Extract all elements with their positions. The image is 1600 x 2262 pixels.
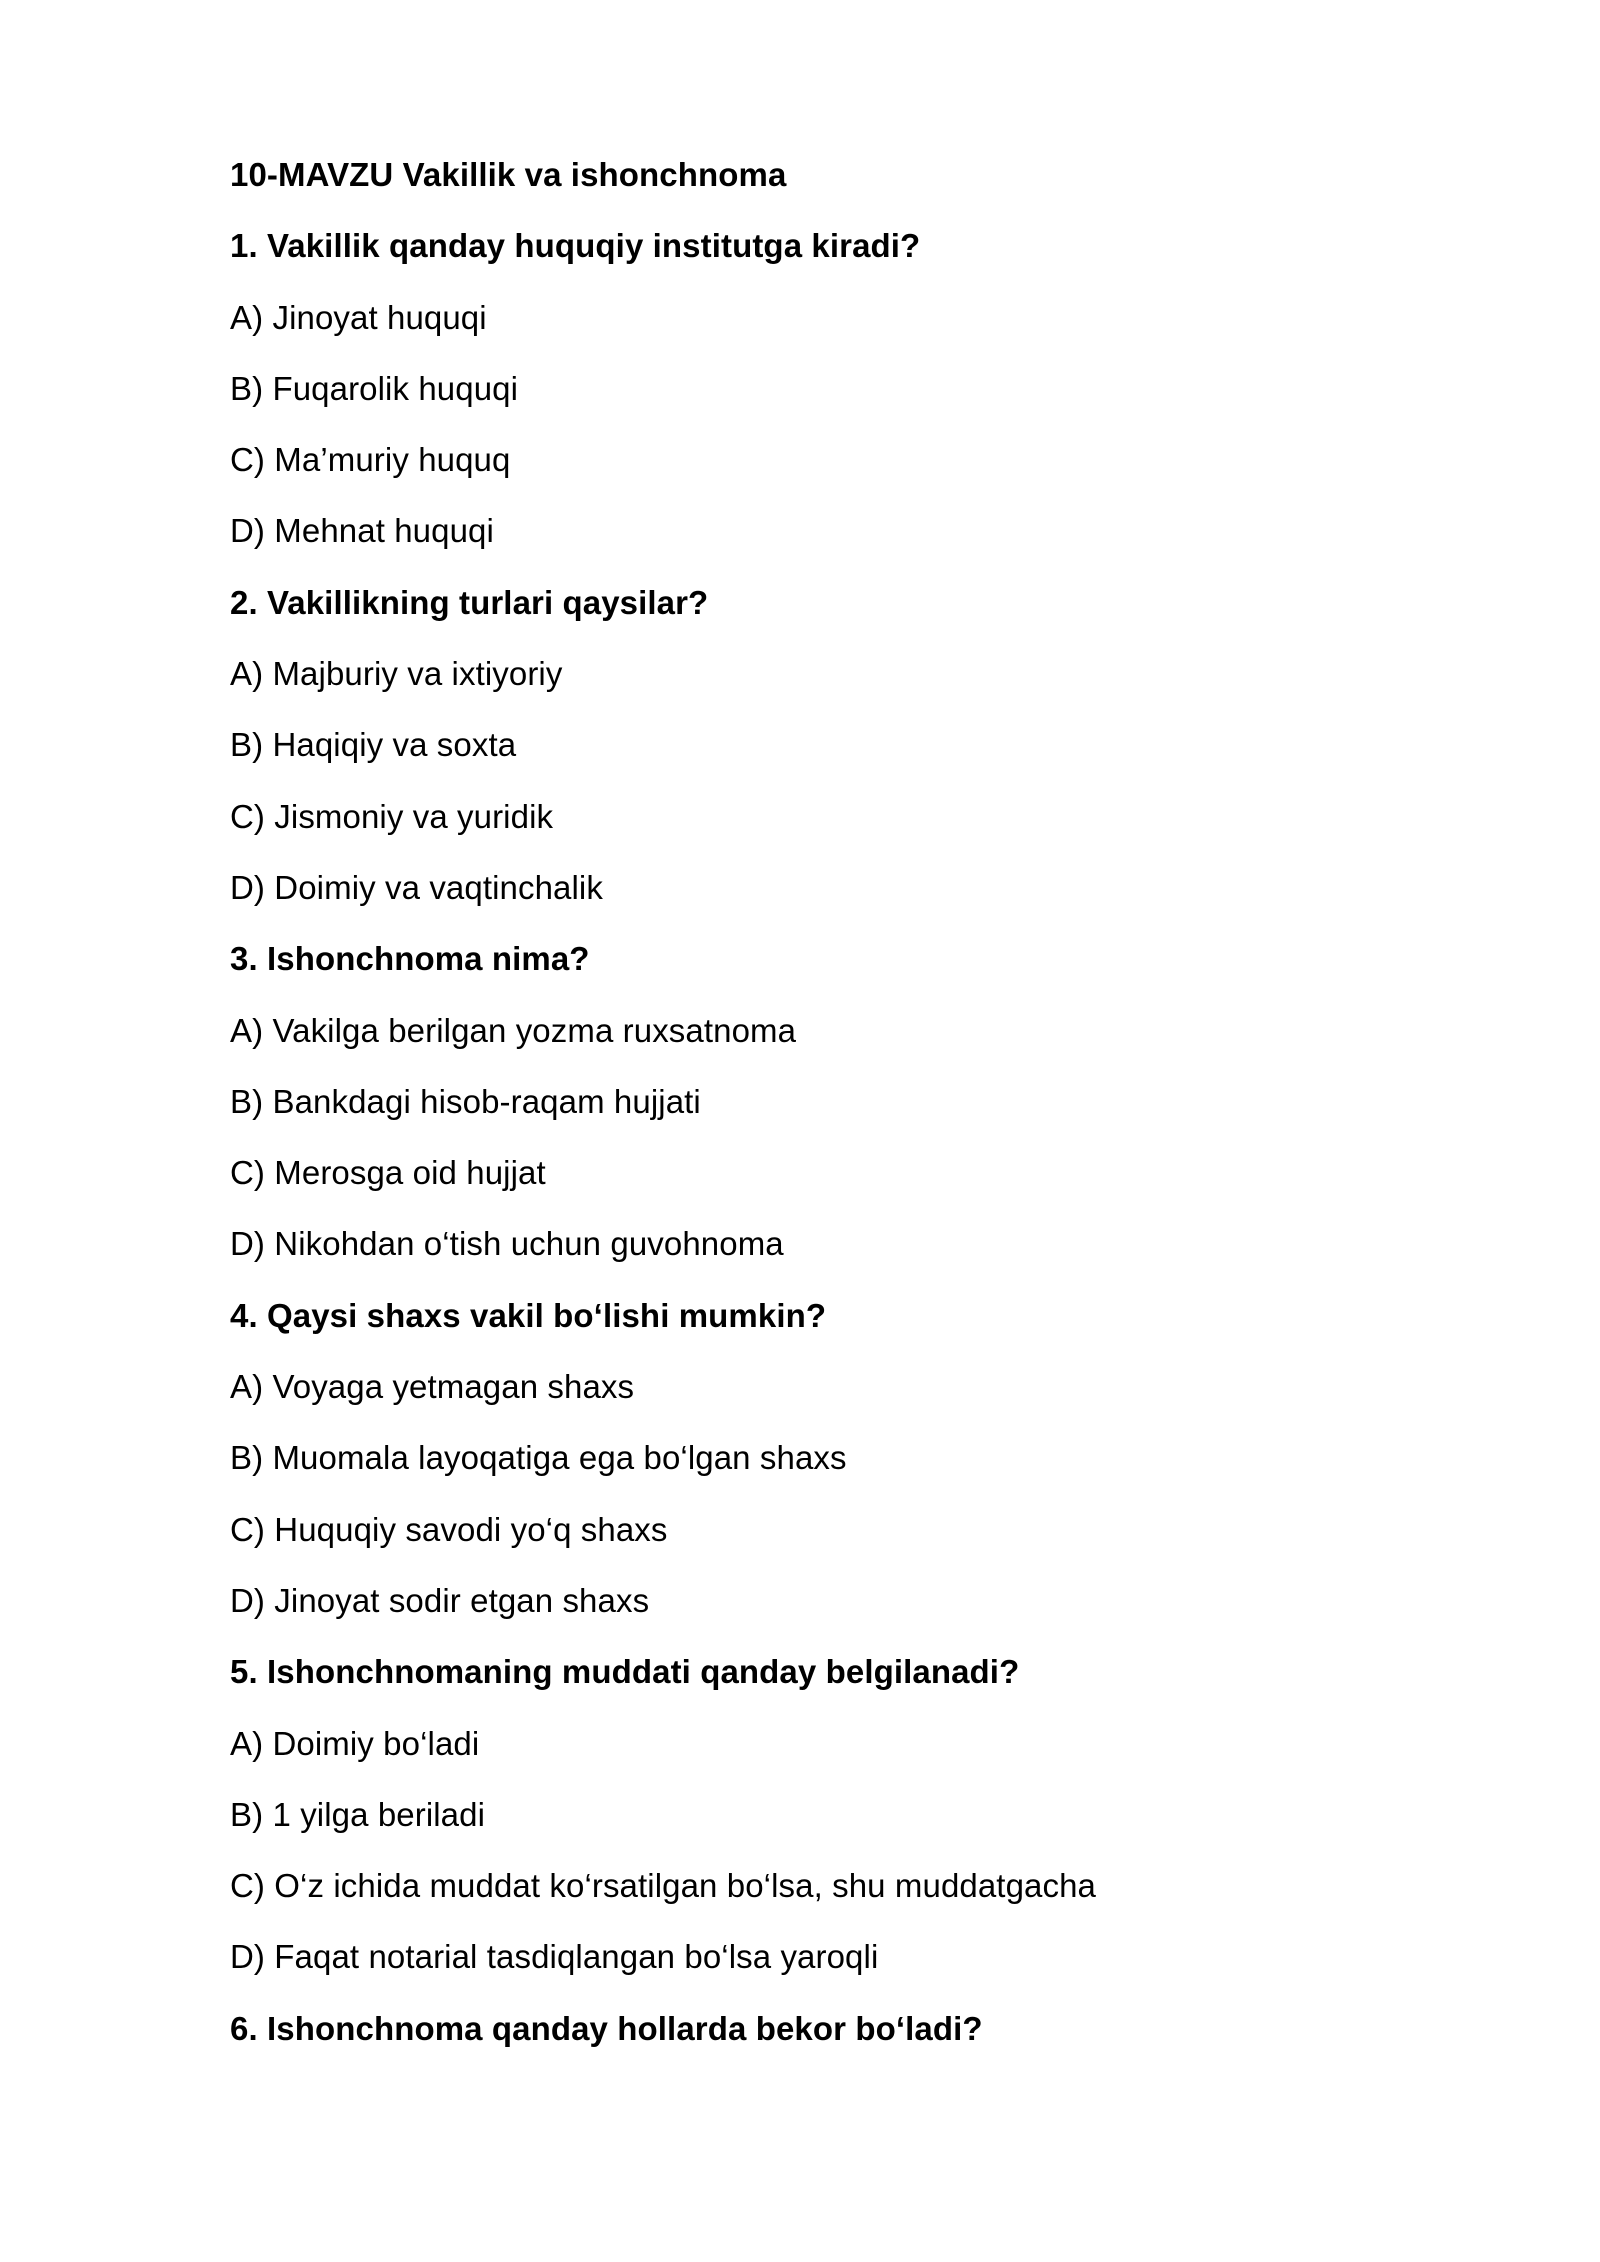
question-6: 6. Ishonchnoma qanday hollarda bekor bo‘ladi?: [230, 2009, 983, 2047]
question-2: 2. Vakillikning turlari qaysilar?: [230, 583, 709, 621]
document-title: 10-MAVZU Vakillik va ishonchnoma: [230, 156, 787, 193]
question-4-option-d: D) Jinoyat sodir etgan shaxs: [230, 1581, 650, 1619]
question-3: 3. Ishonchnoma nima?: [230, 940, 590, 978]
question-3-option-b: B) Bankdagi hisob-raqam hujjati: [230, 1082, 701, 1120]
question-4-option-b: B) Muomala layoqatiga ega bo‘lgan shaxs: [230, 1439, 847, 1477]
question-5-option-d: D) Faqat notarial tasdiqlangan bo‘lsa yaroqli: [230, 1938, 879, 1976]
question-2-option-d: D) Doimiy va vaqtinchalik: [230, 868, 603, 906]
document-content: [230, 148, 1430, 2073]
question-4: 4. Qaysi shaxs vakil bo‘lishi mumkin?: [230, 1296, 827, 1334]
question-1-option-a: A) Jinoyat huquqi: [230, 298, 487, 336]
question-4-option-c: C) Huquqiy savodi yo‘q shaxs: [230, 1510, 668, 1548]
question-3-option-d: D) Nikohdan o‘tish uchun guvohnoma: [230, 1225, 784, 1263]
question-5: 5. Ishonchnomaning muddati qanday belgilanadi?: [230, 1653, 1020, 1691]
question-5-option-c: C) O‘z ichida muddat ko‘rsatilgan bo‘lsa, shu muddatgacha: [230, 1867, 1096, 1905]
question-2-option-c: C) Jismoniy va yuridik: [230, 797, 554, 835]
question-5-option-b: B) 1 yilga beriladi: [230, 1795, 486, 1833]
question-1-option-b: B) Fuqarolik huquqi: [230, 369, 519, 407]
question-3-option-a: A) Vakilga berilgan yozma ruxsatnoma: [230, 1011, 797, 1049]
question-3-option-c: C) Merosga oid hujjat: [230, 1154, 546, 1192]
question-4-option-a: A) Voyaga yetmagan shaxs: [230, 1368, 635, 1406]
question-1-option-c: C) Ma’muriy huquq: [230, 441, 511, 479]
question-2-option-a: A) Majburiy va ixtiyoriy: [230, 655, 563, 693]
question-5-option-a: A) Doimiy bo‘ladi: [230, 1724, 480, 1762]
question-2-option-b: B) Haqiqiy va soxta: [230, 726, 517, 764]
question-1: 1. Vakillik qanday huquqiy institutga kiradi?: [230, 227, 921, 265]
question-1-option-d: D) Mehnat huquqi: [230, 512, 494, 550]
